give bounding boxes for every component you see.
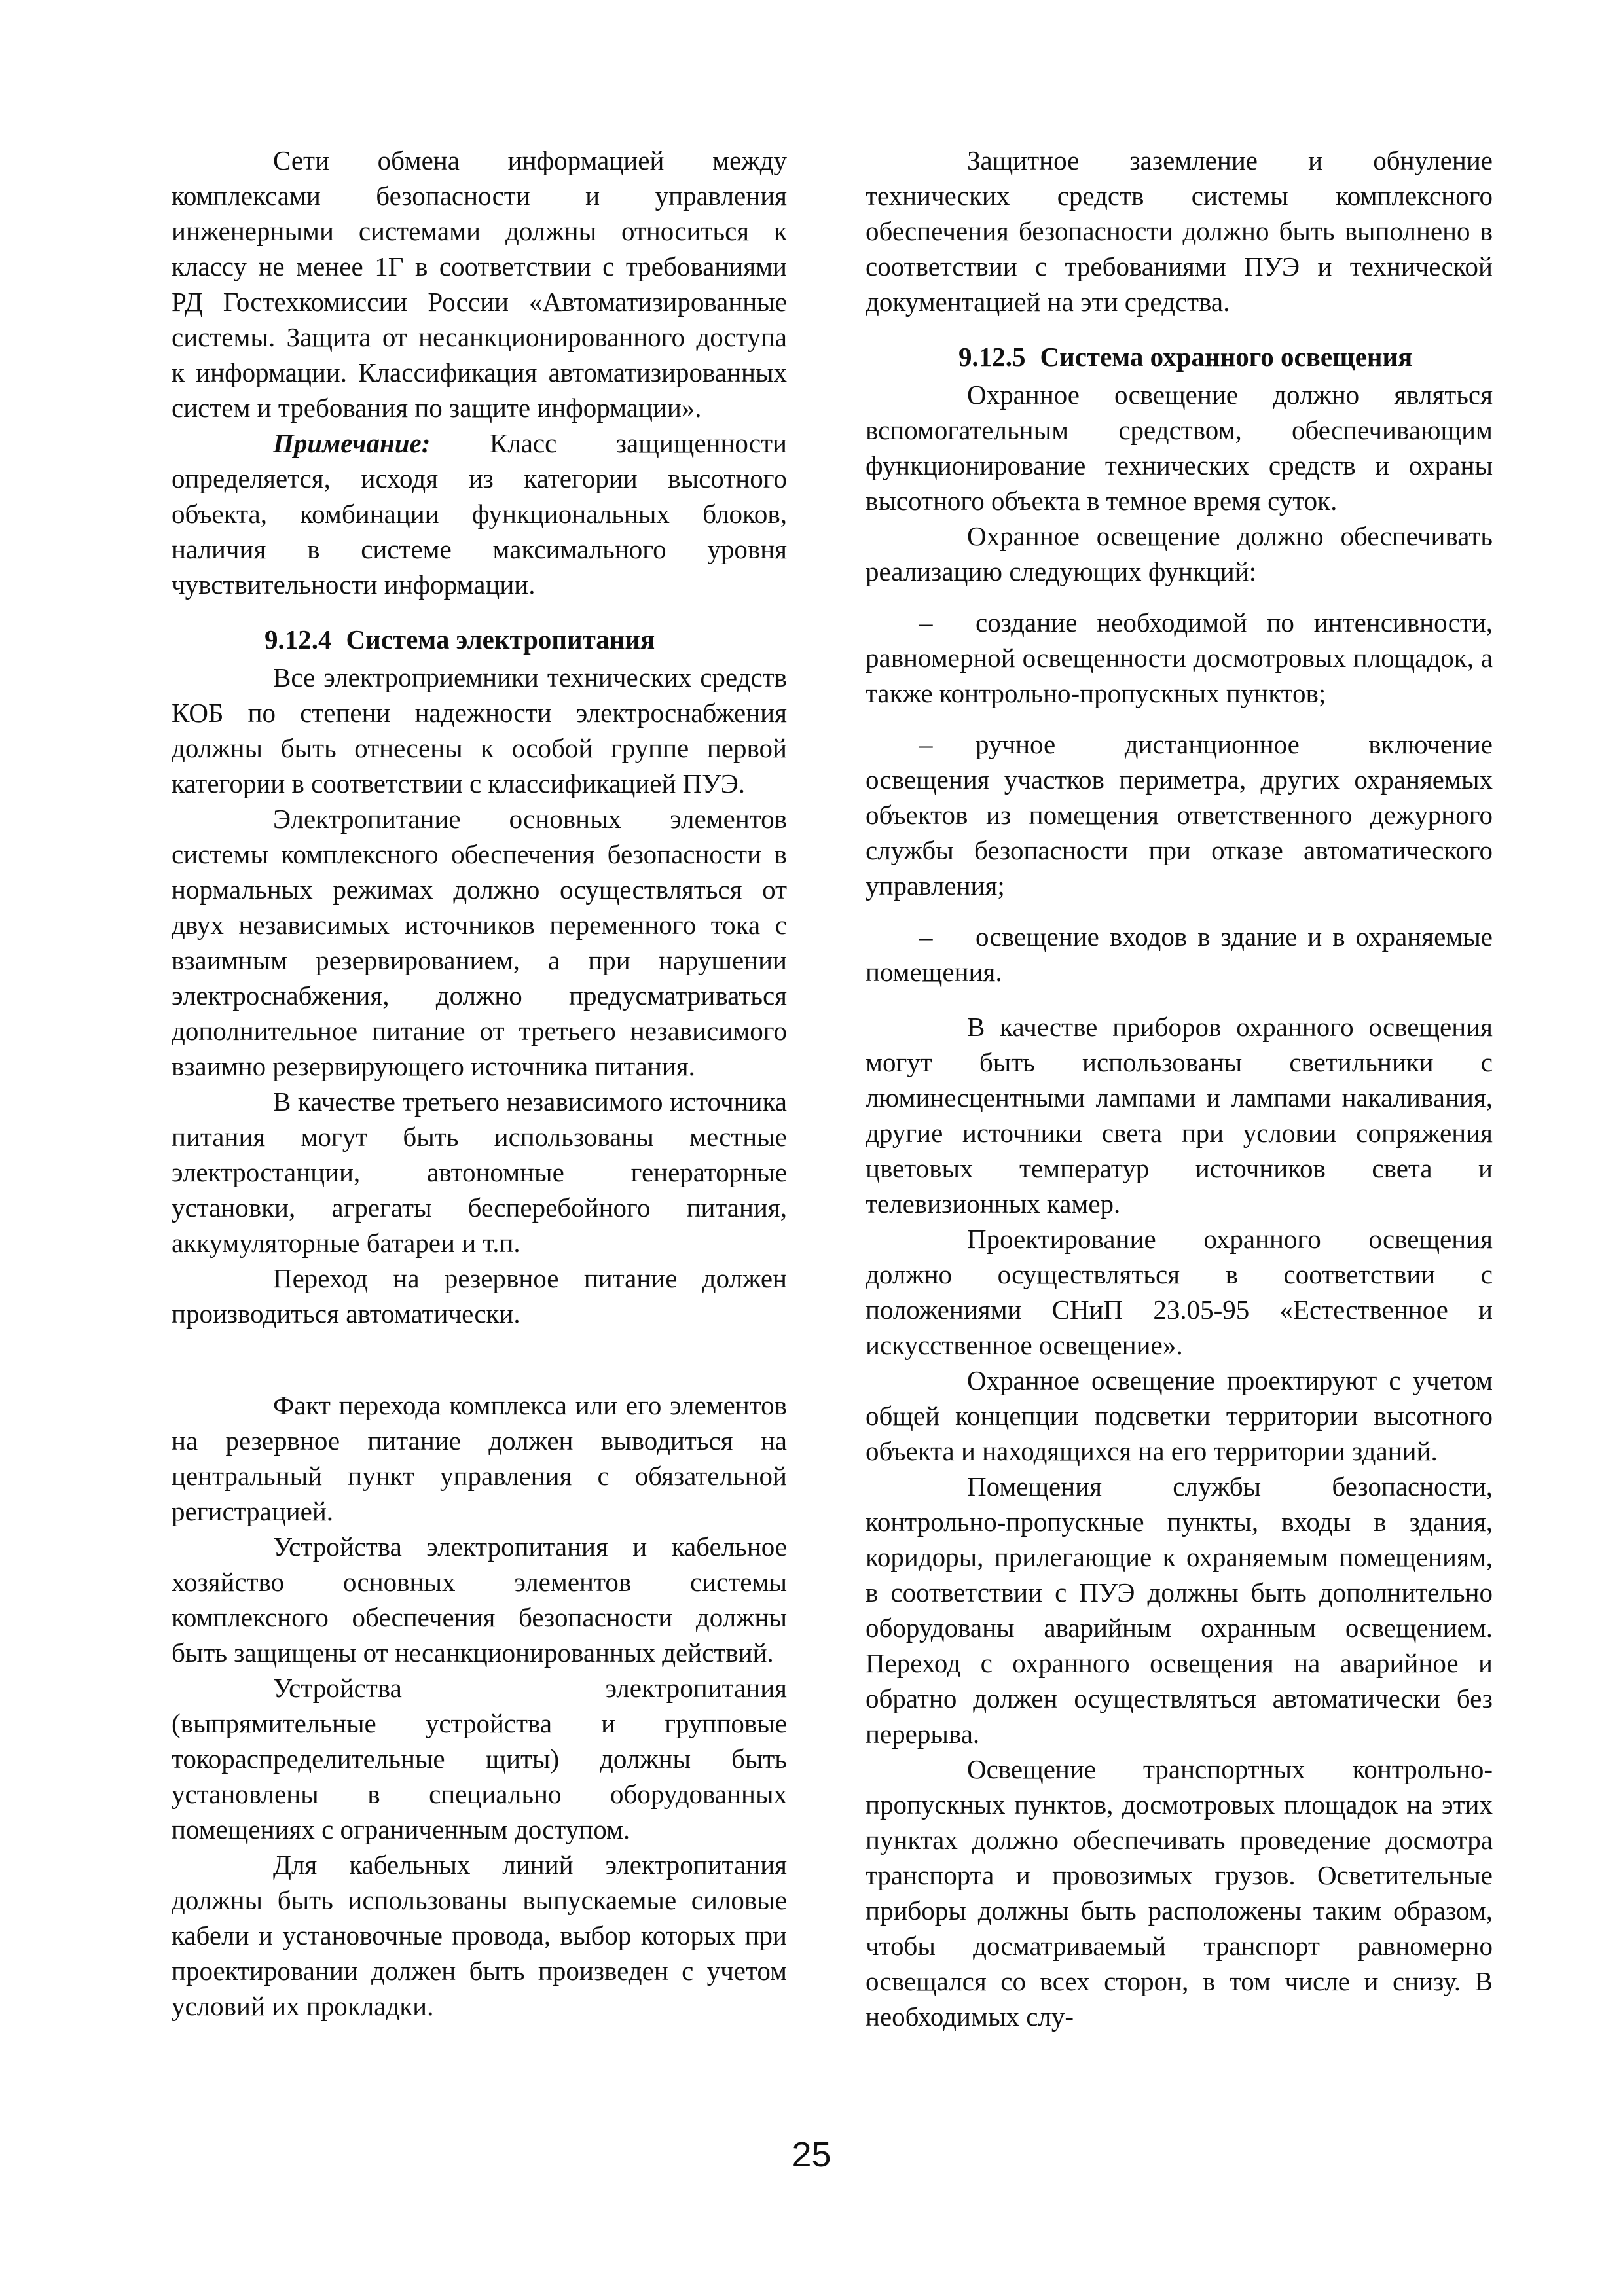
paragraph-grounding: Защитное заземление и обнуление технических средств системы комплексного обеспечения безопасности должно быть выполнено в соответствии с требованиями ПУЭ и технической документацией на эти средства. [866,145,1493,317]
paragraph-third-source: В качестве третьего независимого источника питания могут быть использованы местные электростанции, автономные генераторные установки, агрегаты бесперебойного питания, аккумуляторные батареи и т.п. [172,1086,787,1258]
note-text: Класс защищенности определяется, исходя из категории высотного объекта, комбинации функциональных блоков, наличия в системе максимального уровня чувствительности информации. [172,428,787,600]
section-title: Система охранного освещения [1040,342,1413,372]
paragraph-auto-switch: Переход на резервное питание должен производиться автоматически. [172,1263,787,1329]
paragraph-lighting-functions: Охранное освещение должно обеспечивать реализацию следующих функций: [866,521,1493,586]
paragraph-checkpoint-lighting: Освещение транспортных контрольно-пропускных пунктов, досмотровых площадок на этих пунктах должно обеспечивать проведение досмотра транспорта и провозимых грузов. Осветительные приборы должны быть расположены таким образом, чтобы досматриваемый транспорт равномерно освещался со всех сторон, в том числе и снизу. В необходимых слу- [866,1754,1493,2032]
paragraph-lighting-design: Проектирование охранного освещения должно осуществляться в соответствии с положениями СНиП 23.05-95 «Естественное и искусственное освещение». [866,1224,1493,1360]
section-title: Система электропитания [346,624,655,655]
section-number: 9.12.4 [264,624,332,655]
paragraph-network-class: Сети обмена информацией между комплексами безопасности и управления инженерными системами должны относиться к классу не менее 1Г в соответствии с требованиями РД Гостехкомиссии России «Автоматизированные системы. Защита от несанкционированного доступа к информации. Классификация автоматизированных систем и требования по защите информации». [172,145,787,423]
paragraph-power-main: Электропитание основных элементов системы комплексного обеспечения безопасности в нормальных режимах должно осуществляться от двух независимых источников переменного тока с взаимным резервированием, а при нарушении электроснабжения, должно предусматриваться дополнительное питание от третьего независимого взаимно резервирующего источника питания. [172,804,787,1081]
list-item-text: создание необходимой по интенсивности, равномерной освещенности досмотровых площадок, а также контрольно-пропускных пунктов; [866,607,1493,708]
list-dash: – [919,922,933,952]
paragraph-power-protection: Устройства электропитания и кабельное хозяйство основных элементов системы комплексного обеспечения безопасности должны быть защищены от несанкционированных действий. [172,1532,787,1668]
paragraph-lighting-purpose: Охранное освещение должно являться вспомогательным средством, обеспечивающим функционирование технических средств и охраны высотного объекта в темное время суток. [866,380,1493,516]
list-item [866,726,1493,903]
list-dash: – [919,607,933,637]
paragraph-cable-lines: Для кабельных линий электропитания должны быть использованы выпускаемые силовые кабели и установочные провода, выбор которых при проектировании должен быть произведен с учетом условий их прокладки. [172,1850,787,2021]
paragraph-power-rooms: Устройства электропитания (выпрямительные устройства и групповые токораспределительные щиты) должны быть установлены в специально оборудованных помещениях с ограниченным доступом. [172,1673,787,1844]
list-item [866,605,1493,711]
list-item-text: освещение входов в здание и в охраняемые помещения. [866,922,1493,987]
section-heading-power-supply [172,622,787,657]
paragraph-emergency-lighting: Помещения службы безопасности, контрольно-пропускные пункты, входы в здания, коридоры, прилегающие к охраняемым помещениям, в соответствии с ПУЭ должны быть дополнительно оборудованы аварийным охранным освещением. Переход с охранного освещения на аварийное и обратно должен осуществляться автоматически без перерыва. [866,1471,1493,1749]
section-heading-security-lighting [866,339,1493,374]
list-item-text: ручное дистанционное включение освещения участков периметра, других охраняемых объектов из помещения ответственного дежурного службы безопасности при отказе автоматического управления; [866,729,1493,901]
page-number: 25 [792,2135,831,2174]
right-column [866,143,1493,2034]
section-number: 9.12.5 [958,342,1026,372]
note-paragraph [172,425,787,602]
paragraph-lighting-devices: В качестве приборов охранного освещения могут быть использованы светильники с люминесцентными лампами и лампами накаливания, другие источники света при условии сопряжения цветовых температур источников света и телевизионных камер. [866,1012,1493,1219]
list-dash: – [919,729,933,759]
paragraph-power-receivers: Все электроприемники технических средств КОБ по степени надежности электроснабжения должны быть отнесены к особой группе первой категории в соответствии с классификацией ПУЭ. [172,662,787,798]
functions-list [866,605,1493,990]
note-label: Примечание: [273,428,431,458]
list-item [866,919,1493,990]
paragraph-switch-report: Факт перехода комплекса или его элементов на резервное питание должен выводиться на центральный пункт управления с обязательной регистрацией. [172,1390,787,1526]
paragraph-lighting-concept: Охранное освещение проектируют с учетом общей концепции подсветки территории высотного объекта и находящихся на его территории зданий. [866,1365,1493,1466]
left-column [172,143,787,2024]
